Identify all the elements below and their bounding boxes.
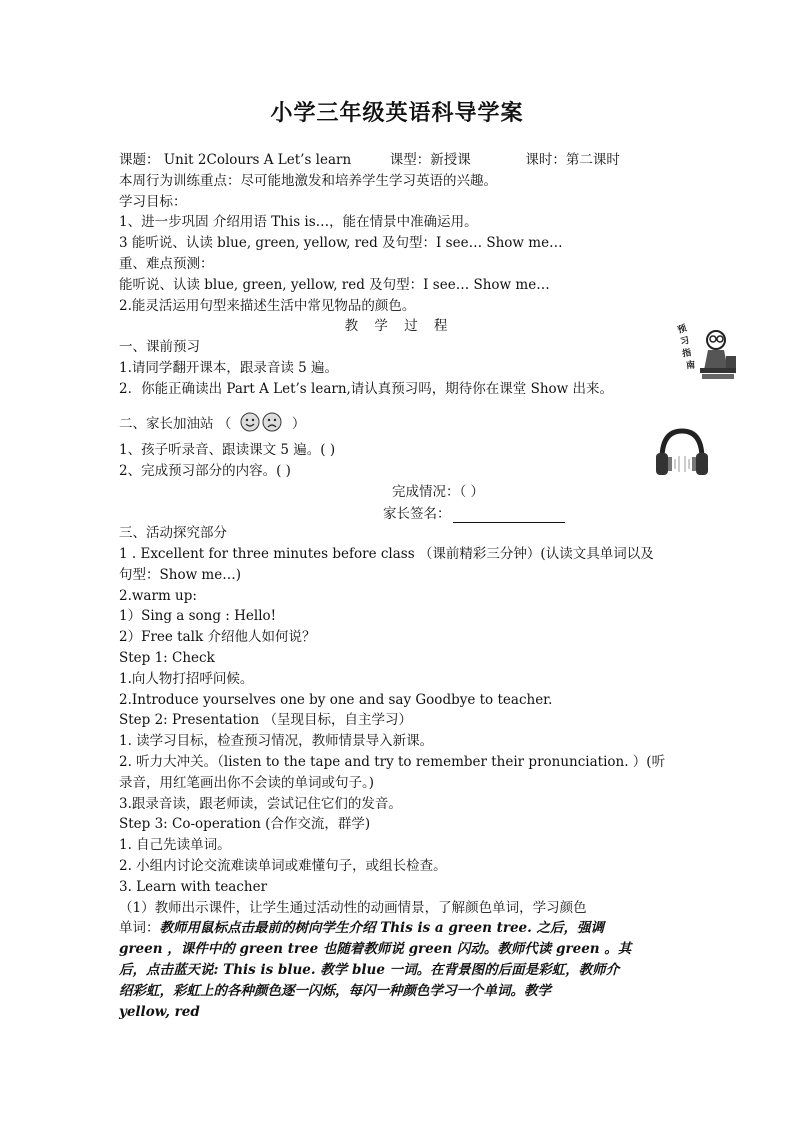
svg-text:指: 指 — [681, 348, 693, 360]
section3-plain-text: 单词： — [119, 920, 160, 936]
svg-text:预: 预 — [676, 323, 689, 337]
section3-line: 2. 小组内讨论交流难读单词或难懂句子，或组长检查。 — [119, 858, 447, 874]
lesson-period: 课时：第二课时 — [525, 152, 620, 168]
section3-line: 3. Learn with teacher — [119, 879, 268, 895]
section3-line: 1）Sing a song : Hello! — [119, 608, 277, 624]
objectives-heading: 学习目标： — [119, 194, 187, 210]
section3-bold-line: yellow, red — [119, 1004, 200, 1020]
process-heading: 教 学 过 程 — [344, 318, 454, 334]
section1-item: 2．你能正确读出 Part A Let’s learn,请认真预习吗，期待你在课堂 Show 出来。 — [119, 381, 614, 397]
section3-bold-text: 教师用鼠标点击最前的树向学生介绍 This is a green tree. 之后，强调 — [159, 920, 605, 936]
section2-item: 2、完成预习部分的内容。( ) — [119, 463, 291, 479]
section3-line: 1. 自己先读单词。 — [119, 837, 231, 853]
section2-item: 1、孩子听录音、跟读课文 5 遍。( ) — [119, 442, 336, 458]
section2-heading-end: ） — [291, 416, 306, 432]
section3-line: 2.warm up: — [119, 588, 197, 604]
section2-heading — [119, 411, 679, 438]
section3-line: 录音，用红笔画出你不会读的单词或句子。) — [119, 775, 375, 791]
section3-line: （1）教师出示课件，让学生通过活动性的动画情景，了解颜色单词，学习颜色 — [119, 900, 587, 916]
signature-line — [453, 508, 565, 523]
section3-bold-line: 绍彩虹，彩虹上的各种颜色逐一闪烁，每闪一种颜色学习一个单词。教学 — [119, 983, 551, 999]
parent-signature-label: 家长签名： — [383, 506, 451, 522]
completion-status: 完成情况：（ ） — [392, 484, 485, 500]
key-point-item: 2.能灵活运用句型来描述生活中常见物品的颜色。 — [119, 298, 416, 314]
smile-face-icon — [241, 413, 259, 431]
section3-line: 3.跟录音读，跟老师读，尝试记住它们的发音。 — [119, 796, 402, 812]
section3-bold-line: green ，课件中的 green tree 也随着教师说 green 闪动。教师代读 green 。其 — [119, 941, 632, 957]
svg-text:南: 南 — [685, 360, 696, 372]
key-points-heading: 重、难点预测： — [119, 256, 214, 272]
key-point-item: 能听说、认读 blue, green, yellow, red 及句型：I see… Show me… — [119, 277, 550, 293]
faces-group — [240, 411, 284, 438]
section3-line: Step 2: Presentation （呈现目标，自主学习） — [119, 712, 412, 728]
objective-item: 1、进一步巩固 介绍用语 This is…，能在情景中准确运用。 — [119, 214, 478, 230]
svg-text:习: 习 — [679, 335, 691, 348]
section3-heading: 三、活动探究部分 — [119, 525, 227, 541]
objective-item: 3 能听说、认读 blue, green, yellow, red 及句型：I see… Show me… — [119, 235, 563, 251]
sad-face-icon — [263, 413, 281, 431]
section1-heading: 一、课前预习 — [119, 339, 200, 355]
section1-item: 1.请同学翻开课本，跟录音读 5 遍。 — [119, 360, 339, 376]
section3-line: 2. 听力大冲关。（listen to the tape and try to remember their pronunciation. ）(听 — [119, 754, 666, 770]
section3-line: 1 . Excellent for three minutes before class （课前精彩三分钟）(认读文具单词以及 — [119, 546, 654, 562]
section3-line: Step 1: Check — [119, 650, 215, 666]
page-title: 小学三年级英语科导学案 — [270, 100, 524, 126]
lesson-info-row — [119, 151, 679, 169]
section3-line: 句型：Show me…) — [119, 567, 241, 583]
section2-heading-start: 二、家长加油站 （ — [119, 416, 232, 432]
section3-line: 2）Free talk 介绍他人如何说？ — [119, 629, 316, 645]
section3-line-mixed — [119, 919, 679, 937]
section3-line: 2.Introduce yourselves one by one and say Goodbye to teacher. — [119, 692, 553, 708]
section3-line: Step 3: Co-operation (合作交流，群学) — [119, 816, 371, 832]
section3-line: 1.向人物打招呼问候。 — [119, 671, 254, 687]
weekly-focus: 本周行为训练重点：尽可能地激发和培养学生学习英语的兴趣。 — [119, 173, 497, 189]
preview-guide-icon — [676, 320, 740, 384]
lesson-type: 课型：新授课 — [389, 152, 471, 168]
parent-signature — [383, 505, 643, 523]
lesson-topic: 课题： Unit 2Colours A Let’s learn — [119, 152, 352, 168]
section3-line: 1. 读学习目标，检查预习情况，教师情景导入新课。 — [119, 733, 434, 749]
section3-bold-line: 后，点击蓝天说: This is blue. 教学 blue 一词。在背景图的后面是彩虹，教师介 — [119, 962, 620, 978]
